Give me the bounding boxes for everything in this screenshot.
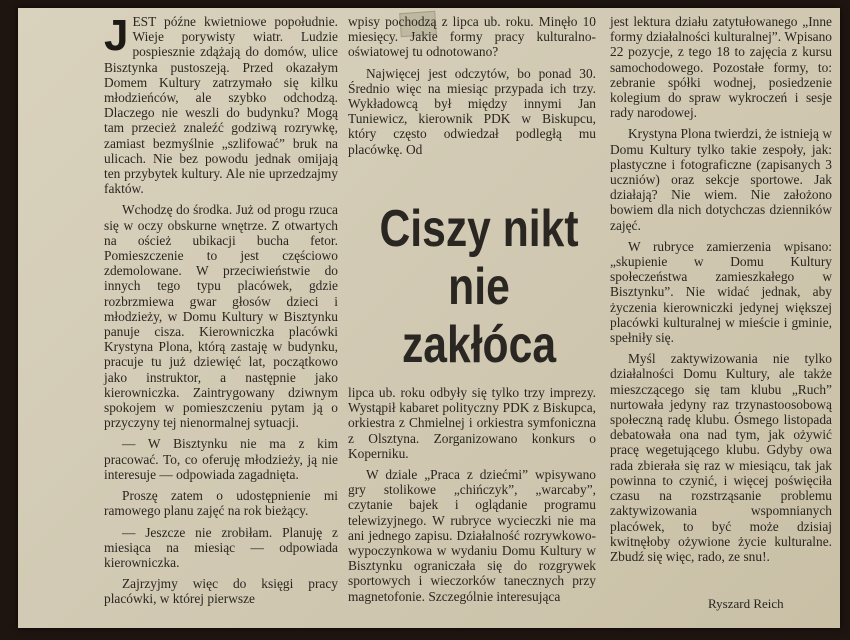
paragraph: — W Bisztynku nie ma z kim pracować. To, co oferuję młodzieży, ją nie interesuje — odpowiada zagadnięta. xyxy=(104,436,338,482)
column-3 xyxy=(610,14,832,570)
paragraph: Wchodzę do środka. Już od progu rzuca się w oczy obskurne wnętrze. Z otwartych na oścież ubikacji bucha fetor. Pomieszczenie to jest częściowo zdemolowane. W przeciwieństwie do innych tego typu placówek, gdzie rozbrzmiewa gwar głosów dzieci i młodzieży, w Domu Kultury w Bisztynku panuje cisza. Kierowniczka placówki Krystyna Plona, którą zastaję w budynku, pracuje tu już dziewięć lat, początkowo jako instruktor, a następnie jako kierowniczka. Zaintrygowany dziwnym spokojem w pomieszczeniu pytam ją o przyczyny tej nienormalnej sytuacji. xyxy=(104,202,338,431)
paragraph: wpisy pochodzą z lipca ub. roku. Minęło 10 miesięcy. Jakie formy pracy kulturalno-oświatowej tu odnotowano? xyxy=(348,14,596,60)
paragraph: jest lektura działu zatytułowanego „Inne formy działalności kulturalnej”. Wpisano 22 pozycje, z tego 18 to zajęcia z kursu samochodowego. Pozostałe formy, to: zebranie spółki wodnej, posiedzenie kolegium do spraw wykroczeń i sesje rady narodowej. xyxy=(610,14,832,121)
paragraph: Proszę zatem o udostępnienie mi ramowego planu zajęć na rok bieżący. xyxy=(104,488,338,519)
headline-line-1: Ciszy nikt xyxy=(379,200,579,258)
newspaper-clipping xyxy=(18,8,840,628)
drop-cap: J xyxy=(104,11,129,60)
paragraph: W dziale „Praca z dziećmi” wpisywano gry stolikowe „chińczyk”, „warcaby”, czytanie bajek i oglądanie programu telewizyjnego. W rubryce wycieczki nie ma ani jednego zapisu. Działalność rozrywkowo-wypoczynkowa w wydaniu Domu Kultury w Bisztynku ograniczała się do rozgrywek sportowych i wieczorków tanecznych przy magnetofonie. Szczególnie interesująca xyxy=(348,467,596,604)
paragraph: W rubryce zamierzenia wpisano: „skupienie w Domu Kultury społeczeństwa zamieszkałego w Bisztynku”. Nie widać jednak, aby życzenia kierowniczki jedynej większej placówki kulturalnej w mieście i gminie, spełniły się. xyxy=(610,238,832,346)
paragraph: — Jeszcze nie zrobiłam. Planuję z miesiąca na miesiąc — odpowiada kierowniczka. xyxy=(104,524,338,570)
paragraph: Najwięcej jest odczytów, bo ponad 30. Średnio więc na miesiąc przypada ich trzy. Wykładowcą był między innymi Jan Tuniewicz, kierownik PDK w Biskupcu, który często odwiedzał podległą mu placówkę. Od xyxy=(348,65,596,157)
column-2-top xyxy=(348,14,596,163)
paragraph: Krystyna Plona twierdzi, że istnieją w Domu Kultury tylko takie zespoły, jak: plastyczne i fotograficzne (zapisanych 3 uczniów) oraz sekcje sportowe. Jak działają? Nie wiem. Nie założono bowiem dla nich dotychczas dzienników zajęć. xyxy=(610,126,832,233)
column-1 xyxy=(104,11,338,613)
paragraph: Zajrzyjmy więc do księgi pracy placówki, w której pierwsze xyxy=(104,576,338,607)
paragraph: lipca ub. roku odbyły się tylko trzy imprezy. Wystąpił kabaret polityczny PDK z Biskupca, orkiestra z Chmielnej i orkiestra symfoniczna z Olsztyna. Zorganizowano konkurs o Koperniku. xyxy=(348,385,596,461)
author-byline: Ryszard Reich xyxy=(708,596,784,611)
paragraph: JEST późne kwietniowe popołudnie. Wieje porywisty wiatr. Ludzie pospiesznie zdążają do domów, ulice Bisztynka pustoszeją. Przed okazałym Domem Kultury zatrzymało się kilku młodzieńców, ale szybko odchodzą. Dlaczego nie weszli do budynku? Mogą tam przecież znaleźć godziwą rozrywkę, zamiast bezmyślnie „szlifować” bruk na ulicach. Nie bez powodu jednak omijają ten przybytek kultury. Ale nie uprzedzajmy faktów. xyxy=(104,11,338,197)
headline-line-2: nie zakłóca xyxy=(401,258,557,374)
headline xyxy=(377,200,582,374)
column-2-bottom xyxy=(348,385,596,610)
paragraph: Myśl zaktywizowania nie tylko działalności Domu Kultury, ale także mieszczącego się tam klubu „Ruch” nurtowała jedyny raz trzynastoosobową społeczną radę klubu. Ósmego listopada debatowała ona nad tym, jak ożywić pracę wegetującego klubu. Gdyby owa rada zbierała się raz w miesiącu, tak jak powinna to czynić, i więcej poświęciła czasu na rozstrząsanie problemu zaktywizowania wspomnianych placówek, to być może dzisiaj kwitnęłoby ożywione życie kulturalne. Zbudź się więc, rado, ze snu!. xyxy=(610,351,832,564)
